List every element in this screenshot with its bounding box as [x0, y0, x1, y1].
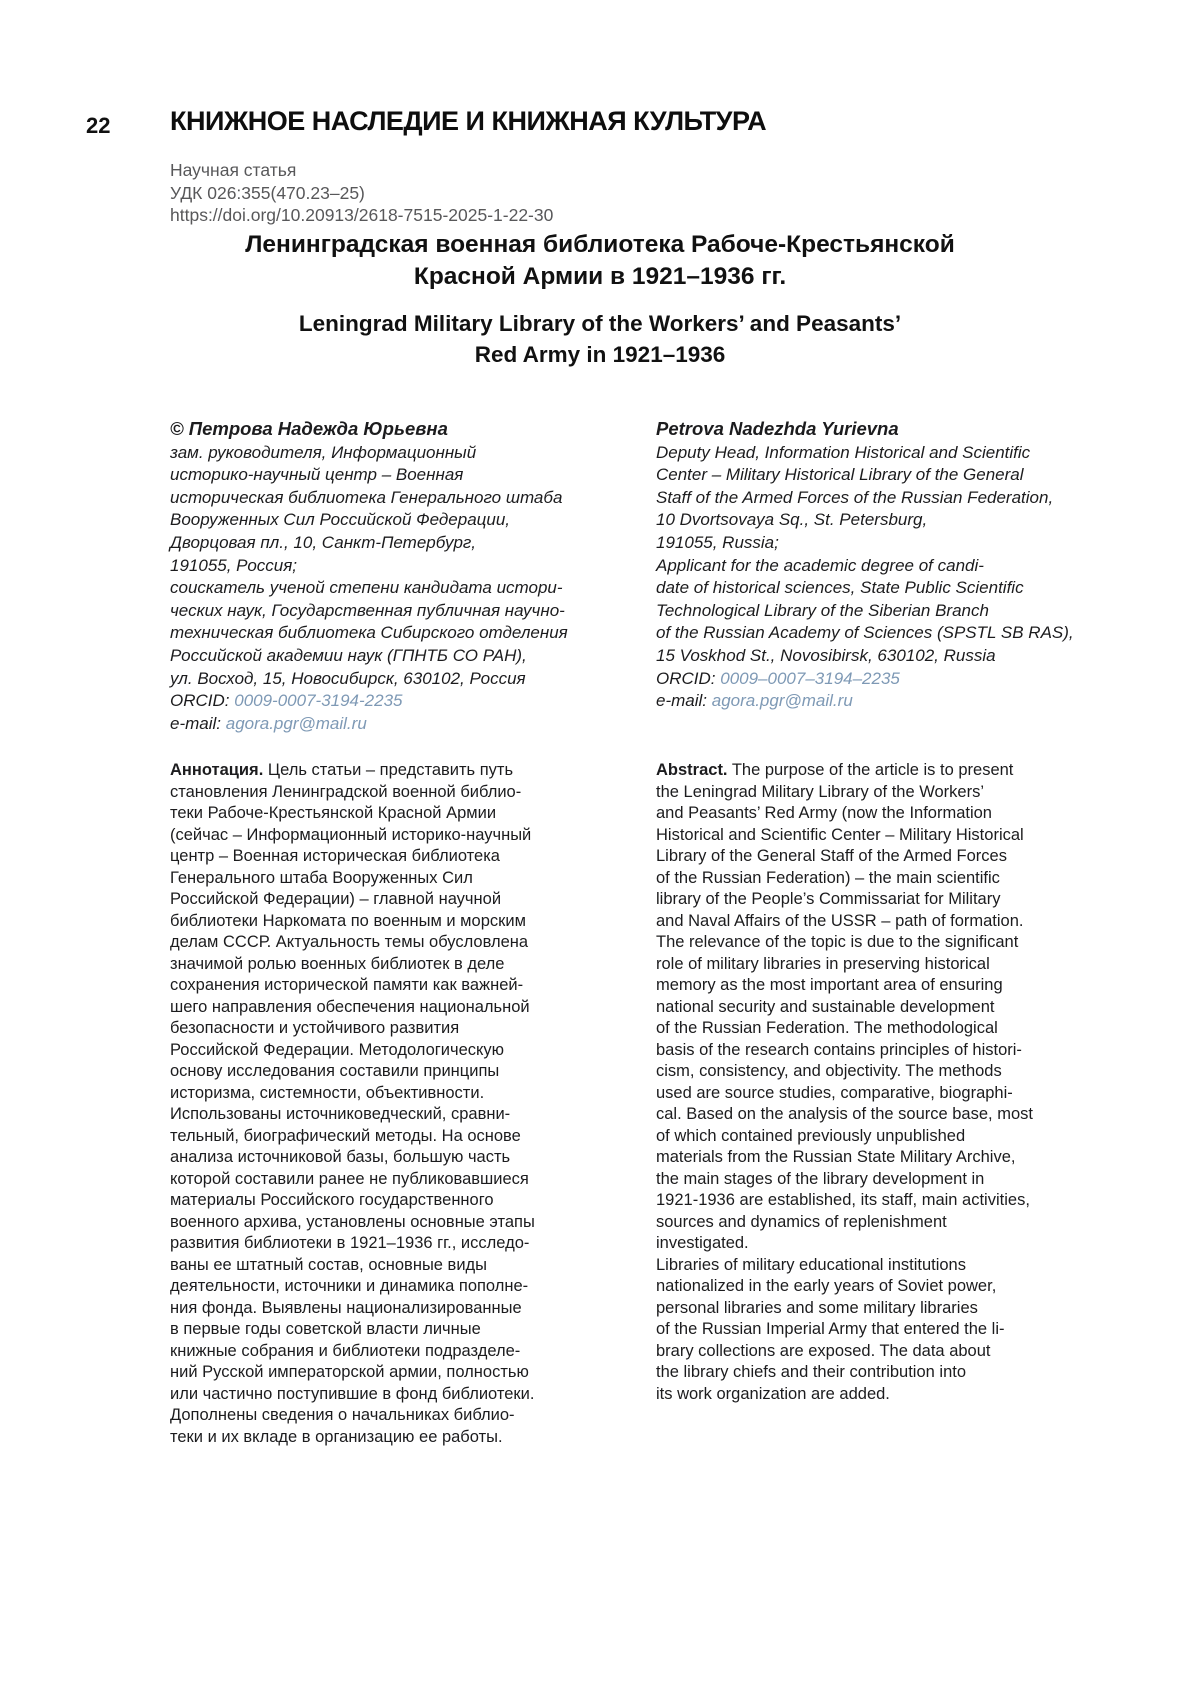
- author-block-english: [656, 418, 1146, 735]
- abstract-label-russian: Аннотация.: [170, 761, 264, 779]
- author-name-english: Petrova Nadezhda Yurievna: [656, 418, 899, 439]
- author-name-russian: © Петрова Надежда Юрьевна: [170, 418, 448, 439]
- abstract-body-english: The purpose of the article is to present the Leningrad Military Library of the Workers’ and Peasants’ Red Army (now the Information Historical and Scientific Center – Military Historical Library of the General Staff of the Armed Forces of the Russian Federation) – the main scientific library of the People’s Commissariat for Military and Naval Affairs of the USSR – path of formation. The relevance of the topic is due to the significant role of military libraries in preserving historical memory as the most important area of ensuring national security and sustainable development of the Russian Federation. The methodological basis of the research contains principles of histori- cism, consistency, and objectivity. The methods used are source studies, comparative, biographi- cal. Based on the analysis of the source base, most of which contained previously unpublished materials from the Russian State Military Archive, the main stages of the library development in 1921-1936 are established, its staff, main activities, sources and dynamics of replenishment investigated. Libraries of military educational institutions nationalized in the early years of Soviet power, personal libraries and some military libraries of the Russian Imperial Army that entered the li- brary collections are exposed. The data about the library chiefs and their contribution into its work organization are added.: [656, 761, 1033, 1403]
- email-line-english: [656, 690, 1146, 713]
- article-type-label: Научная статья: [170, 160, 297, 180]
- author-affiliation-english: Deputy Head, Information Historical and Scientific Center – Military Historical Library of the General Staff of the Armed Forces of the Russian Federation, 10 Dvortsovaya Sq., St. Petersburg, 191055, Russia; Applicant for the academic degree of candi- date of historical sciences, State Public Scientific Technological Library of the Siberian Branch of the Russian Academy of Sciences (SPSTL SB RAS), 15 Voskhod St., Novosibirsk, 630102, Russia: [656, 442, 1074, 665]
- page-number: 22: [86, 113, 111, 138]
- udc-number: УДК 026:355(470.23–25): [170, 182, 365, 203]
- email-link-russian[interactable]: agora.pgr@mail.ru: [225, 713, 367, 733]
- abstract-body-russian: Цель статьи – представить путь становления Ленинградской военной библио- теки Рабоче-Крестьянской Красной Армии (сейчас – Информационный историко-научный центр – Военная историческая библиотека Генерального штаба Вооруженных Сил Российской Федерации) – главной научной библиотеки Наркомата по военным и морским делам СССР. Актуальность темы обусловлена значимой ролью военных библиотек в деле сохранения исторической памяти как важней- шего направления обеспечения национальной безопасности и устойчивого развития Российской Федерации. Методологическую основу исследования составили принципы историзма, системности, объективности. Использованы источниковедческий, сравни- тельный, биографический методы. На основе анализа источниковой базы, большую часть которой составили ранее не публиковавшиеся материалы Российского государственного военного архива, установлены основные этапы развития библиотеки в 1921–1936 гг., исследо- ваны ее штатный состав, основные виды деятельности, источники и динамика пополне- ния фонда. Выявлены национализированные в первые годы советской власти личные книжные собрания и библиотеки подразделе- ний Русской императорской армии, полностью или частично поступившие в фонд библиотеки. Дополнены сведения о начальниках библио- теки и их вкладе в организацию ее работы.: [170, 761, 535, 1446]
- article-meta: [170, 159, 553, 227]
- abstract-text-russian: [170, 760, 620, 1448]
- abstract-russian: [170, 760, 620, 1448]
- orcid-label: ORCID:: [656, 668, 721, 688]
- orcid-label: ORCID:: [170, 691, 235, 711]
- abstract-blocks: [170, 760, 1146, 1448]
- orcid-line-english: [656, 668, 1146, 691]
- running-head-section-title: КНИЖНОЕ НАСЛЕДИЕ И КНИЖНАЯ КУЛЬТУРА: [170, 106, 767, 136]
- article-title-english: Leningrad Military Library of the Workers’ and Peasants’ Red Army in 1921–1936: [298, 311, 902, 367]
- doi-link[interactable]: https://doi.org/10.20913/2618-7515-2025-1-22-30: [170, 205, 554, 225]
- author-block-russian: [170, 418, 620, 735]
- author-blocks: [170, 418, 1146, 735]
- email-label: e-mail:: [656, 691, 712, 711]
- email-link-english[interactable]: agora.pgr@mail.ru: [711, 691, 853, 711]
- orcid-link-russian[interactable]: 0009-0007-3194-2235: [234, 691, 403, 711]
- author-affiliation-russian: зам. руководителя, Информационный историко-научный центр – Военная историческая библиотека Генерального штаба Вооруженных Сил Российской Федерации, Дворцовая пл., 10, Санкт-Петербург, 191055, Россия; соискатель ученой степени кандидата истори- ческих наук, Государственная публичная научно- техническая библиотека Сибирского отделения Российской академии наук (ГПНТБ СО РАН), ул. Восход, 15, Новосибирск, 630102, Россия: [170, 442, 568, 688]
- abstract-label-english: Abstract.: [656, 761, 728, 779]
- abstract-english: [656, 760, 1146, 1448]
- email-label: e-mail:: [170, 713, 226, 733]
- abstract-text-english: [656, 760, 1146, 1405]
- orcid-line-russian: [170, 690, 620, 713]
- email-line-russian: [170, 713, 620, 736]
- article-title-russian: Ленинградская военная библиотека Рабоче-Крестьянской Красной Армии в 1921–1936 гг.: [245, 231, 955, 290]
- orcid-link-english[interactable]: 0009–0007–3194–2235: [720, 668, 900, 688]
